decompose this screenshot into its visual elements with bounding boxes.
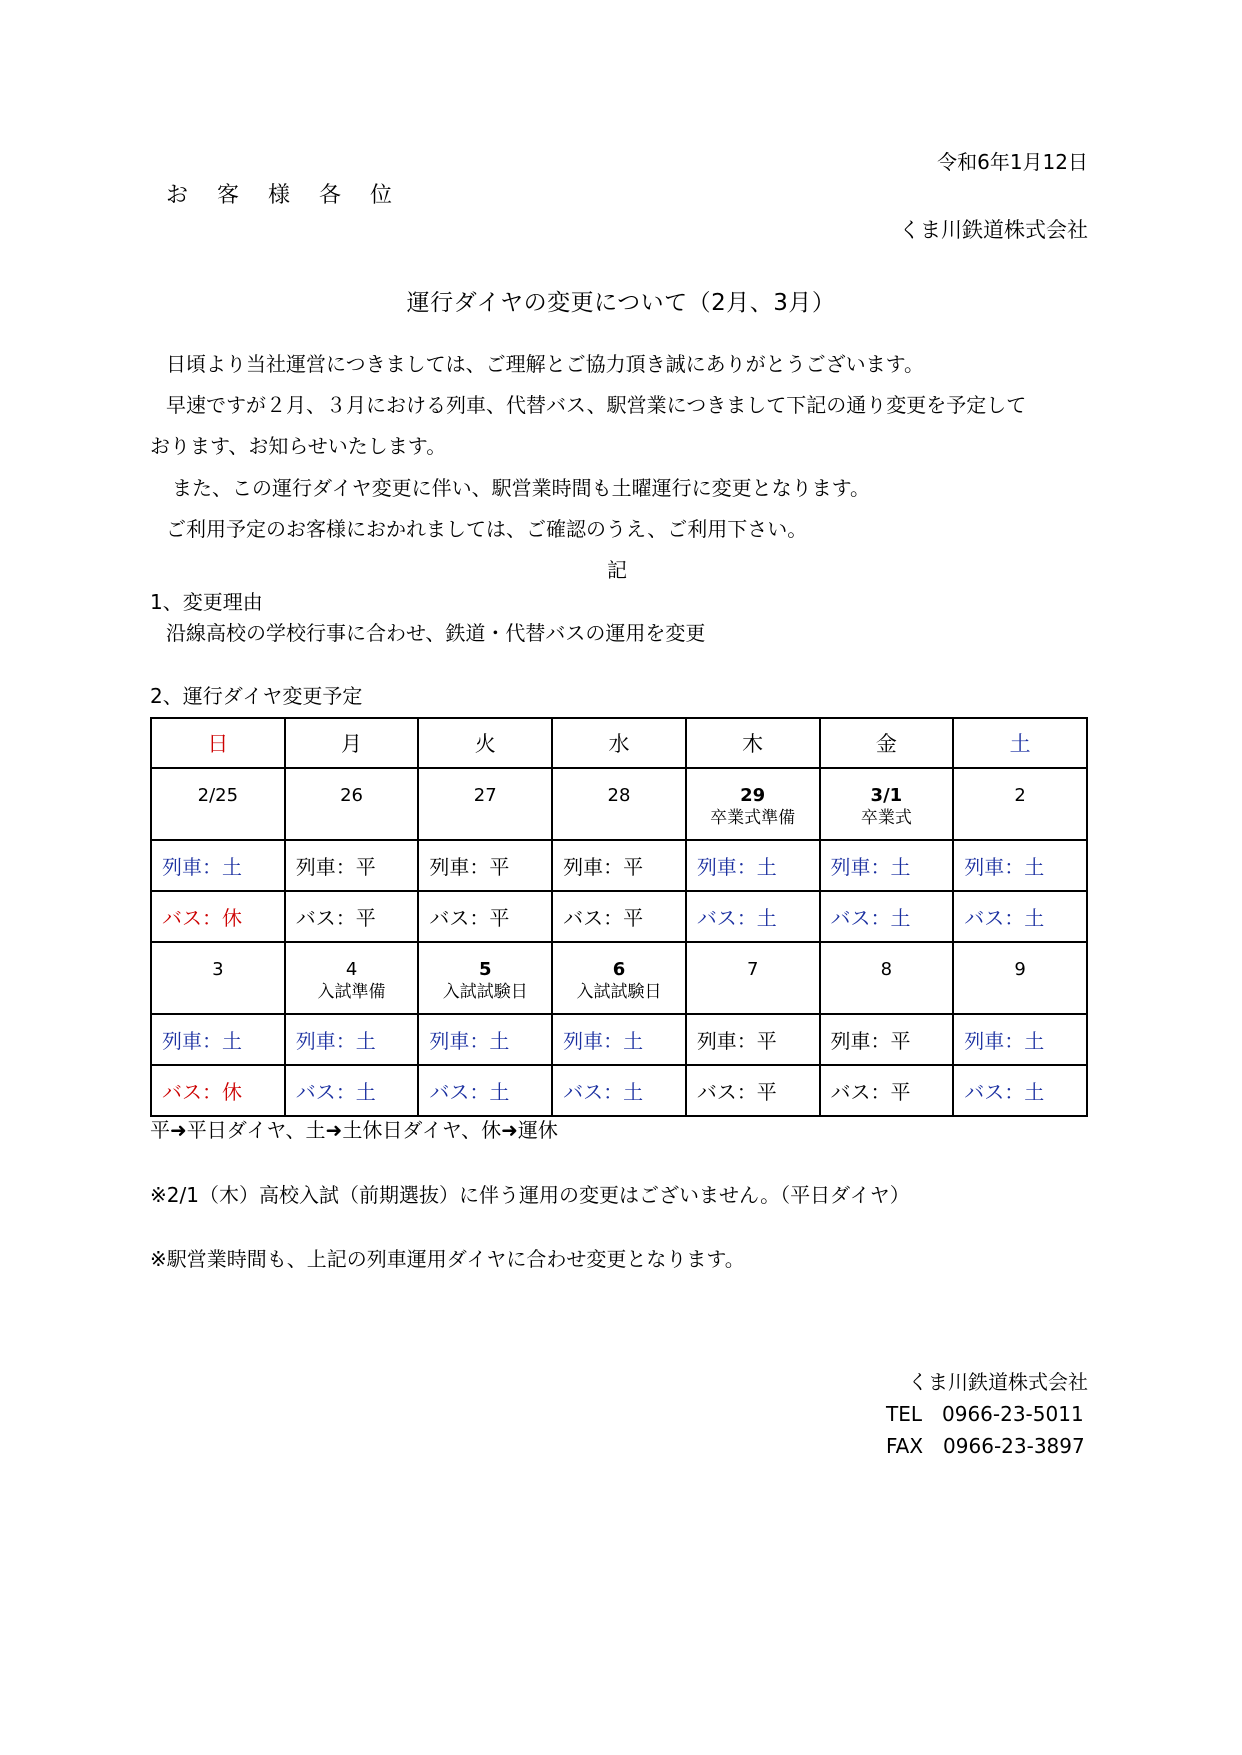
train-status: 列車：平 xyxy=(418,840,552,891)
bus-status: バス：平 xyxy=(820,1065,954,1116)
date-event: 入試試験日 xyxy=(442,982,528,1002)
date-number: 8 xyxy=(880,959,893,980)
date-number: 26 xyxy=(340,785,363,806)
paragraph-request: ご利用予定のお客様におかれましては、ご確認のうえ、ご利用下さい。 xyxy=(166,517,808,541)
date-number: 27 xyxy=(473,785,497,806)
bus-status: バス：土 xyxy=(820,891,954,942)
date-cell xyxy=(151,768,285,840)
train-status: 列車：土 xyxy=(151,840,285,891)
bus-status: バス：平 xyxy=(418,891,552,942)
paragraph-greeting: 日頃より当社運営につきましては、ご理解とご協力頂き誠にありがとうございます。 xyxy=(166,352,924,376)
paragraph-change-line2: おります、お知らせいたします。 xyxy=(150,434,447,458)
week2-bus-row xyxy=(151,1065,1087,1116)
date-number: 29 xyxy=(740,785,766,806)
date-number: 7 xyxy=(746,959,759,980)
date-event: 入試準備 xyxy=(317,982,386,1002)
date-cell xyxy=(285,768,419,840)
bus-status: バス：平 xyxy=(285,891,419,942)
date-number: 2 xyxy=(1014,785,1026,806)
date-cell xyxy=(418,768,552,840)
date-cell xyxy=(686,942,820,1014)
bus-status: バス：土 xyxy=(953,1065,1087,1116)
footer-tel: TEL 0966-23-5011 xyxy=(886,1402,1084,1426)
date-cell xyxy=(820,768,954,840)
week2-date-row xyxy=(151,942,1087,1014)
week1-train-row xyxy=(151,840,1087,891)
train-status: 列車：土 xyxy=(151,1014,285,1065)
week1-date-row xyxy=(151,768,1087,840)
date-cell xyxy=(418,942,552,1014)
week2-train-row xyxy=(151,1014,1087,1065)
issue-date: 令和6年1月12日 xyxy=(937,150,1088,174)
bus-status: バス：土 xyxy=(953,891,1087,942)
section2-heading: 2、運行ダイヤ変更予定 xyxy=(150,684,363,708)
date-number: 3/1 xyxy=(870,785,903,806)
note-station-hours: ※駅営業時間も、上記の列車運用ダイヤに合わせ変更となります。 xyxy=(150,1247,745,1271)
date-cell xyxy=(686,768,820,840)
footer-fax: FAX 0966-23-3897 xyxy=(886,1434,1085,1458)
paragraph-station-hours: また、この運行ダイヤ変更に伴い、駅営業時間も土曜運行に変更となります。 xyxy=(172,476,870,500)
bus-status: バス：平 xyxy=(686,1065,820,1116)
date-cell xyxy=(285,942,419,1014)
weekday-sat: 土 xyxy=(953,718,1087,768)
date-number: 3 xyxy=(212,959,224,980)
weekday-mon: 月 xyxy=(285,718,419,768)
weekday-fri: 金 xyxy=(820,718,954,768)
weekday-tue: 火 xyxy=(418,718,552,768)
bus-status: バス：平 xyxy=(552,891,686,942)
date-cell xyxy=(151,942,285,1014)
train-status: 列車：土 xyxy=(418,1014,552,1065)
train-status: 列車：土 xyxy=(285,1014,419,1065)
footer-company: くま川鉄道株式会社 xyxy=(908,1370,1088,1394)
schedule-table xyxy=(150,717,1088,1117)
date-event: 卒業式準備 xyxy=(710,808,796,828)
weekday-thu: 木 xyxy=(686,718,820,768)
bus-status: バス：土 xyxy=(285,1065,419,1116)
train-status: 列車：平 xyxy=(820,1014,954,1065)
note-entrance-exam: ※2/1（木）高校入試（前期選抜）に伴う運用の変更はございません。（平日ダイヤ） xyxy=(150,1183,910,1207)
bus-status: バス：休 xyxy=(151,891,285,942)
train-status: 列車：土 xyxy=(953,840,1087,891)
weekday-header-row xyxy=(151,718,1087,768)
train-status: 列車：土 xyxy=(820,840,954,891)
train-status: 列車：平 xyxy=(552,840,686,891)
company-name: くま川鉄道株式会社 xyxy=(899,218,1088,242)
week1-bus-row xyxy=(151,891,1087,942)
date-cell xyxy=(953,768,1087,840)
date-event: 卒業式 xyxy=(860,808,912,828)
paragraph-change-line1: 早速ですが２月、３月における列車、代替バス、駅営業につきまして下記の通り変更を予定して xyxy=(166,393,1027,417)
train-status: 列車：土 xyxy=(953,1014,1087,1065)
date-cell xyxy=(552,942,686,1014)
train-status: 列車：平 xyxy=(686,1014,820,1065)
date-event: 入試試験日 xyxy=(576,982,662,1002)
bus-status: バス：休 xyxy=(151,1065,285,1116)
date-number: 6 xyxy=(612,959,626,980)
date-number: 9 xyxy=(1014,959,1026,980)
addressee: お 客 様 各 位 xyxy=(166,183,403,208)
bus-status: バス：土 xyxy=(418,1065,552,1116)
notice-title: 運行ダイヤの変更について（2月、3月） xyxy=(406,290,836,316)
ki-mark: 記 xyxy=(607,558,627,582)
date-cell xyxy=(953,942,1087,1014)
bus-status: バス：土 xyxy=(686,891,820,942)
bus-status: バス：土 xyxy=(552,1065,686,1116)
date-cell xyxy=(552,768,686,840)
date-number: 28 xyxy=(607,785,631,806)
section1-text: 沿線高校の学校行事に合わせ、鉄道・代替バスの運用を変更 xyxy=(166,621,706,645)
weekday-sun: 日 xyxy=(151,718,285,768)
date-number: 2/25 xyxy=(197,785,239,806)
legend: 平➜平日ダイヤ、土➜土休日ダイヤ、休➜運休 xyxy=(150,1118,558,1142)
date-cell xyxy=(820,942,954,1014)
train-status: 列車：土 xyxy=(686,840,820,891)
train-status: 列車：平 xyxy=(285,840,419,891)
train-status: 列車：土 xyxy=(552,1014,686,1065)
section1-heading: 1、変更理由 xyxy=(150,590,263,614)
weekday-wed: 水 xyxy=(552,718,686,768)
date-number: 5 xyxy=(478,959,492,980)
date-number: 4 xyxy=(345,959,358,980)
